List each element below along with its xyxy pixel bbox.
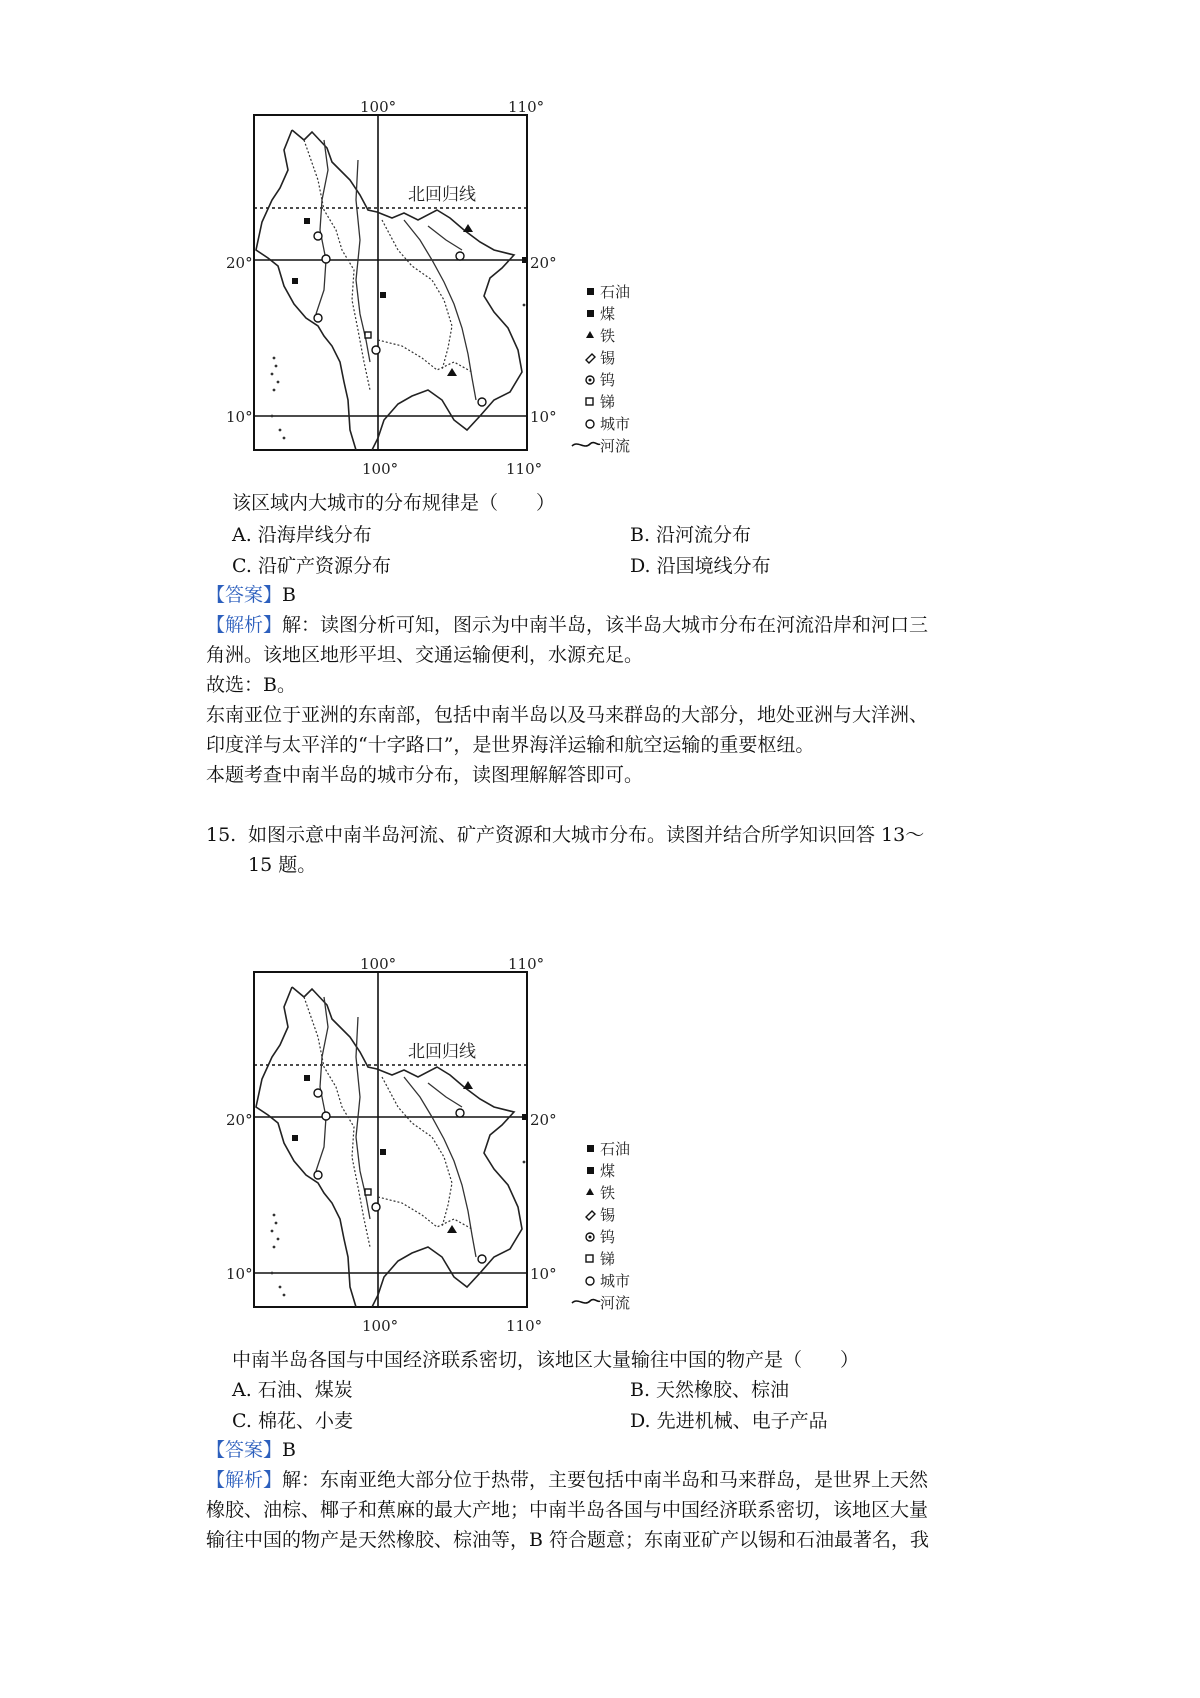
river-irrawaddy bbox=[316, 140, 328, 314]
city-marker bbox=[314, 232, 322, 240]
question-15-text: 中南半岛各国与中国经济联系密切，该地区大量输往中国的物产是（ ） bbox=[232, 1349, 860, 1371]
lon-label-bottom-right: 110° bbox=[506, 1317, 543, 1335]
lat-label-20-left: 20° bbox=[226, 1111, 253, 1129]
lon-label-top-left: 100° bbox=[360, 98, 397, 116]
oil-icon bbox=[587, 1145, 594, 1152]
legend-label: 城市 bbox=[600, 415, 631, 433]
tropic-label: 北回归线 bbox=[408, 1042, 476, 1062]
iron-icon bbox=[586, 331, 594, 338]
lon-label-bottom-left: 100° bbox=[362, 460, 399, 478]
legend-label: 钨 bbox=[600, 371, 616, 389]
q15-option-a: A. 石油、煤炭 bbox=[232, 1379, 353, 1401]
lon-label-top-left: 100° bbox=[360, 955, 397, 973]
coal-icon bbox=[587, 310, 594, 317]
city-marker bbox=[372, 346, 380, 354]
analysis-text: 解：读图分析可知，图示为中南半岛，该半岛大城市分布在河流沿岸和河口三 bbox=[282, 614, 929, 636]
coal-marker bbox=[292, 278, 298, 284]
q15-analysis-line-1 bbox=[206, 1467, 928, 1493]
q14-analysis-line-2: 角洲。该地区地形平坦、交通运输便利，水源充足。 bbox=[206, 644, 644, 666]
oil-icon bbox=[587, 288, 594, 295]
city-icon bbox=[586, 420, 594, 428]
lon-label-top-right: 110° bbox=[508, 98, 545, 116]
lat-label-20-right: 20° bbox=[530, 1111, 557, 1129]
q14-analysis-line-3: 故选：B。 bbox=[206, 674, 296, 696]
border-2 bbox=[382, 220, 452, 370]
q15-answer bbox=[206, 1437, 296, 1463]
lat-label-10-left: 10° bbox=[226, 1265, 253, 1283]
answer-tag: 【答案】 bbox=[206, 1439, 283, 1461]
analysis-text: 解：东南亚绝大部分位于热带，主要包括中南半岛和马来群岛，是世界上天然 bbox=[282, 1469, 929, 1491]
q14-option-a: A. 沿海岸线分布 bbox=[232, 524, 372, 546]
legend-label: 煤 bbox=[600, 305, 616, 323]
city-marker bbox=[314, 314, 322, 322]
q14-option-c: C. 沿矿产资源分布 bbox=[232, 555, 391, 577]
antimony-icon bbox=[586, 398, 593, 405]
indochina-map-2 bbox=[226, 955, 702, 1342]
q15-stem-line-1: 如图示意中南半岛河流、矿产资源和大城市分布。读图并结合所学知识回答 13～ bbox=[248, 824, 925, 846]
legend-label: 锑 bbox=[600, 1250, 616, 1268]
iron-icon bbox=[586, 1188, 594, 1195]
iron-marker bbox=[447, 368, 457, 376]
map-figure-2 bbox=[226, 955, 702, 1342]
legend-label: 河流 bbox=[600, 437, 631, 455]
q15-number: 15. bbox=[206, 824, 237, 846]
islands bbox=[271, 304, 526, 440]
lat-label-10-right: 10° bbox=[530, 1265, 557, 1283]
coal-marker bbox=[522, 257, 528, 263]
legend-label: 石油 bbox=[600, 1140, 631, 1158]
border-1 bbox=[304, 140, 370, 390]
antimony-icon bbox=[586, 1255, 593, 1262]
legend-label: 石油 bbox=[600, 283, 631, 301]
q14-option-b: B. 沿河流分布 bbox=[630, 524, 752, 546]
q15-analysis-line-3: 输往中国的物产是天然橡胶、棕油等，B 符合题意；东南亚矿产以锡和石油最著名，我 bbox=[206, 1529, 930, 1551]
legend-label: 河流 bbox=[600, 1294, 631, 1312]
tin-icon bbox=[586, 1211, 595, 1220]
lat-label-10-left: 10° bbox=[226, 408, 253, 426]
q15-option-d: D. 先进机械、电子产品 bbox=[630, 1410, 828, 1432]
legend-label: 锡 bbox=[600, 1206, 616, 1224]
city-icon bbox=[586, 1277, 594, 1285]
city-marker bbox=[478, 398, 486, 406]
answer-tag: 【答案】 bbox=[206, 584, 283, 606]
legend-label: 铁 bbox=[600, 1184, 616, 1202]
coal-marker bbox=[380, 292, 386, 298]
city-marker bbox=[322, 255, 330, 263]
q15-analysis-line-2: 橡胶、油棕、椰子和蕉麻的最大产地；中南半岛各国与中国经济联系密切，该地区大量 bbox=[206, 1499, 929, 1521]
legend-label: 锡 bbox=[600, 349, 616, 367]
coal-marker bbox=[304, 218, 310, 224]
q14-analysis-line-6: 本题考查中南半岛的城市分布，读图理解解答即可。 bbox=[206, 764, 644, 786]
q15-option-c: C. 棉花、小麦 bbox=[232, 1410, 353, 1432]
q14-answer bbox=[206, 582, 296, 608]
question-14-text: 该区域内大城市的分布规律是（ ） bbox=[232, 492, 556, 514]
iron-marker bbox=[463, 224, 473, 232]
coastline-west bbox=[256, 130, 356, 450]
map-legend bbox=[572, 283, 630, 455]
map-legend bbox=[572, 1140, 630, 1312]
lat-label-20-left: 20° bbox=[226, 254, 253, 272]
river-icon bbox=[572, 443, 600, 446]
q15-option-b: B. 天然橡胶、棕油 bbox=[630, 1379, 790, 1401]
river-red bbox=[428, 226, 462, 250]
q15-stem-line-2: 15 题。 bbox=[248, 854, 317, 876]
q14-analysis-line-4: 东南亚位于亚洲的东南部，包括中南半岛以及马来群岛的大部分，地处亚洲与大洋洲、 bbox=[206, 704, 929, 726]
border-3 bbox=[378, 340, 472, 372]
lat-label-10-right: 10° bbox=[530, 408, 557, 426]
indochina-map-1 bbox=[226, 98, 702, 485]
river-mekong bbox=[404, 220, 476, 400]
answer-value: B bbox=[282, 1439, 296, 1461]
q14-option-d: D. 沿国境线分布 bbox=[630, 555, 771, 577]
city-marker bbox=[456, 252, 464, 260]
lon-label-bottom-right: 110° bbox=[506, 460, 543, 478]
legend-label: 锑 bbox=[600, 393, 616, 411]
antimony-marker bbox=[365, 332, 371, 338]
map-figure-1 bbox=[226, 98, 702, 485]
lat-label-20-right: 20° bbox=[530, 254, 557, 272]
lon-label-top-right: 110° bbox=[508, 955, 545, 973]
legend-label: 煤 bbox=[600, 1162, 616, 1180]
analysis-tag: 【解析】 bbox=[206, 614, 283, 636]
q14-analysis-line-5: 印度洋与太平洋的“十字路口”，是世界海洋运输和航空运输的重要枢纽。 bbox=[206, 734, 815, 756]
legend-label: 钨 bbox=[600, 1228, 616, 1246]
legend-label: 城市 bbox=[600, 1272, 631, 1290]
river-icon bbox=[572, 1300, 600, 1303]
legend-label: 铁 bbox=[600, 327, 616, 345]
q14-analysis-line-1 bbox=[206, 612, 928, 638]
lon-label-bottom-left: 100° bbox=[362, 1317, 399, 1335]
tin-icon bbox=[586, 354, 595, 363]
answer-value: B bbox=[282, 584, 296, 606]
analysis-tag: 【解析】 bbox=[206, 1469, 283, 1491]
coal-icon bbox=[587, 1167, 594, 1174]
tropic-label: 北回归线 bbox=[408, 185, 476, 205]
